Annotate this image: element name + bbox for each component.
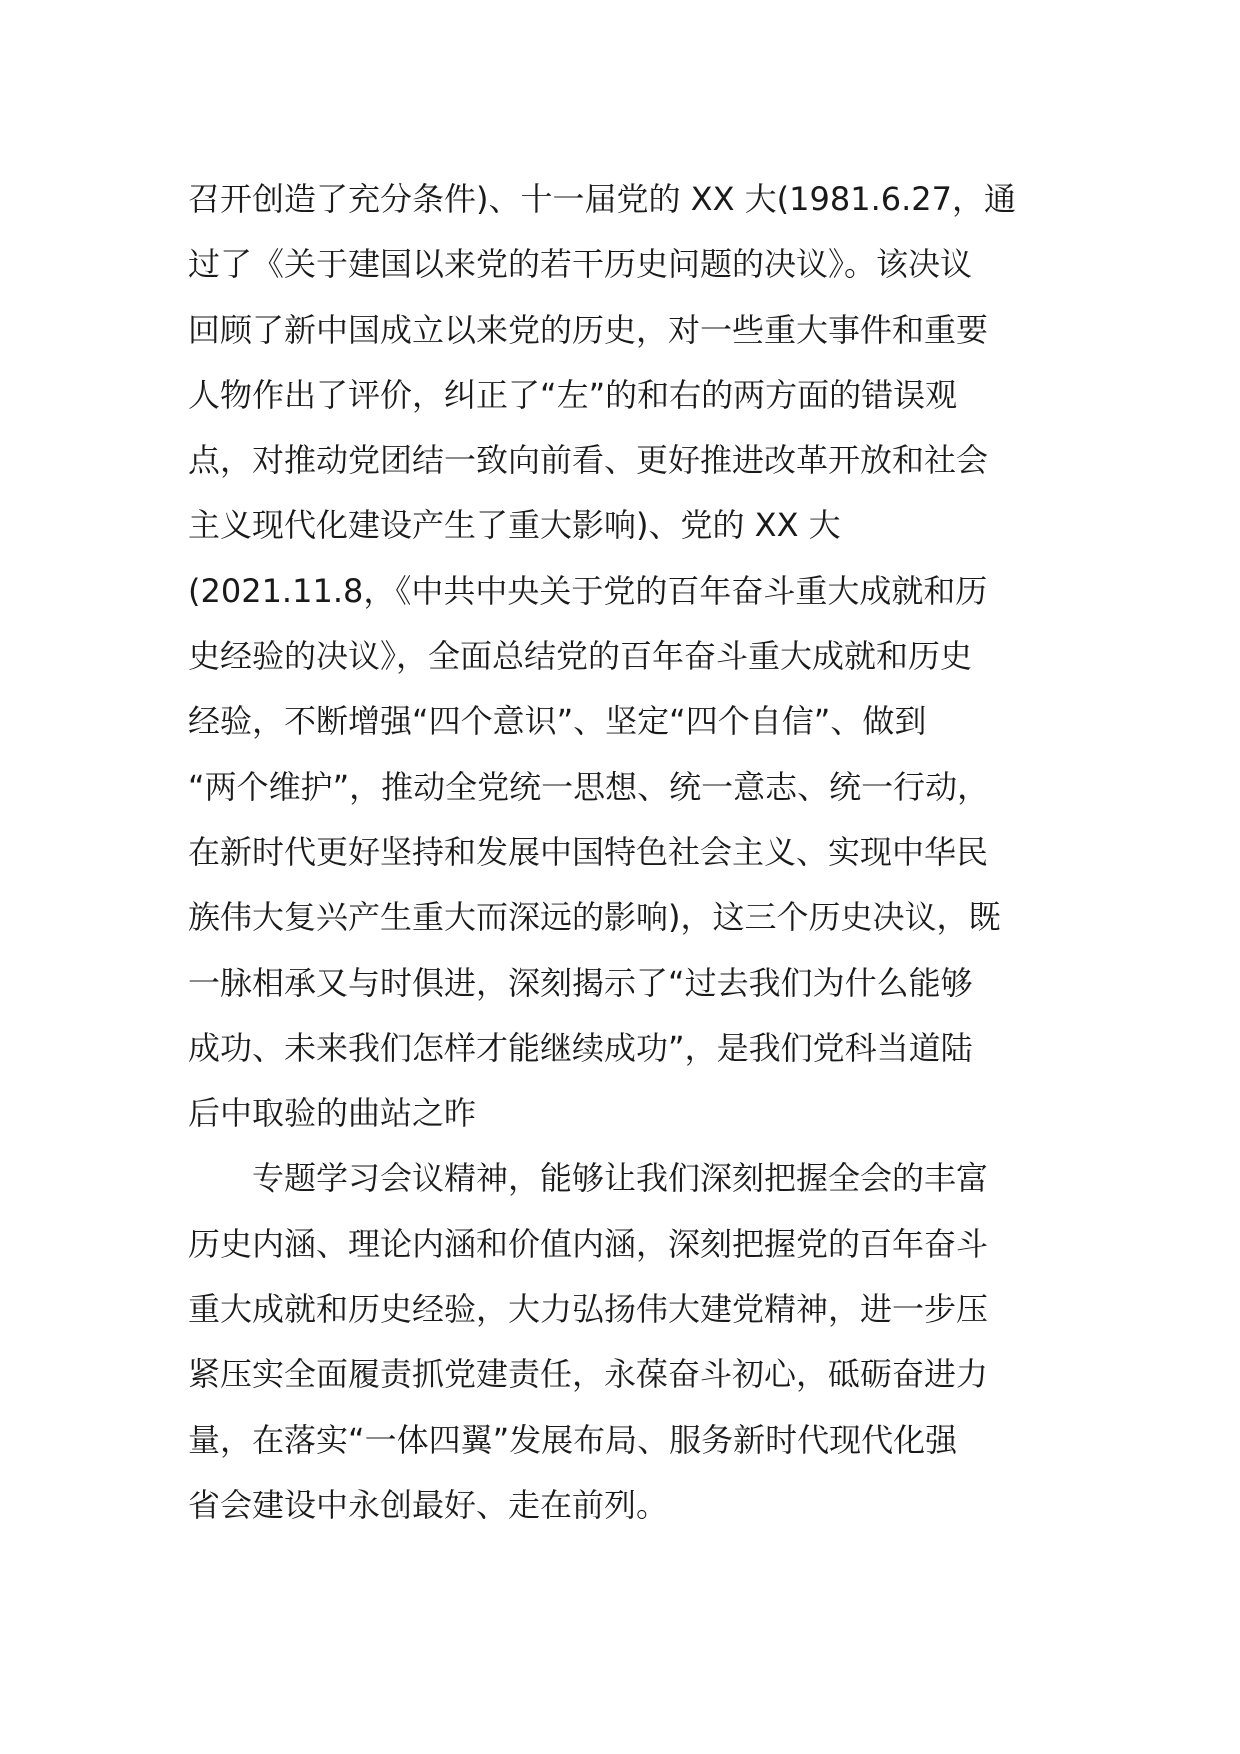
text-line-13: 一脉相承又与时俱进，深刻揭示了“过去我们为什么能够 bbox=[188, 963, 973, 1002]
text-line-9: 经验，不断增强“四个意识”、坚定“四个自信”、做到 bbox=[188, 702, 927, 741]
text-line-17: 历史内涵、理论内涵和价值内涵，深刻把握党的百年奋斗 bbox=[188, 1224, 989, 1263]
text-line-7: (2021.11.8，《中共中央关于党的百年奋斗重大成就和历 bbox=[188, 571, 988, 610]
text-line-11: 在新时代更好坚持和发展中国特色社会主义、实现中华民 bbox=[188, 832, 989, 871]
text-line-12: 族伟大复兴产生重大而深远的影响)，这三个历史决议，既 bbox=[188, 898, 1001, 937]
text-line-6: 主义现代化建设产生了重大影响)、党的 XX 大 bbox=[188, 506, 841, 545]
text-line-15: 后中取验的曲站之昨 bbox=[188, 1094, 477, 1133]
text-line-3: 回顾了新中国成立以来党的历史，对一些重大事件和重要 bbox=[188, 310, 989, 349]
text-line-1: 召开创造了充分条件)、十一届党的 XX 大(1981.6.27，通 bbox=[188, 180, 1017, 218]
text-line-21: 省会建设中永创最好、走在前列。 bbox=[188, 1485, 669, 1524]
text-line-4: 人物作出了评价，纠正了“左”的和右的两方面的错误观 bbox=[188, 375, 958, 414]
text-line-19: 紧压实全面履责抓党建责任，永葆奋斗初心，砥砺奋进力 bbox=[188, 1355, 989, 1394]
text-line-2: 过了《关于建国以来党的若干历史问题的决议》。该决议 bbox=[188, 245, 973, 284]
text-line-8: 史经验的决议》，全面总结党的百年奋斗重大成就和历史 bbox=[188, 637, 973, 676]
text-line-14: 成功、未来我们怎样才能继续成功”，是我们党科当道陆 bbox=[188, 1028, 973, 1067]
text-line-18: 重大成就和历史经验，大力弘扬伟大建党精神，进一步压 bbox=[188, 1290, 989, 1329]
text-line-20: 量，在落实“一体四翼”发展布局、服务新时代现代化强 bbox=[188, 1420, 958, 1459]
text-line-5: 点，对推动党团结一致向前看、更好推进改革开放和社会 bbox=[188, 441, 989, 480]
text-line-10: “两个维护”，推动全党统一思想、统一意志、统一行动， bbox=[188, 767, 990, 806]
body-text bbox=[188, 167, 1068, 1538]
paragraph-2-first-line: 专题学习会议精神，能够让我们深刻把握全会的丰富 bbox=[252, 1159, 989, 1198]
